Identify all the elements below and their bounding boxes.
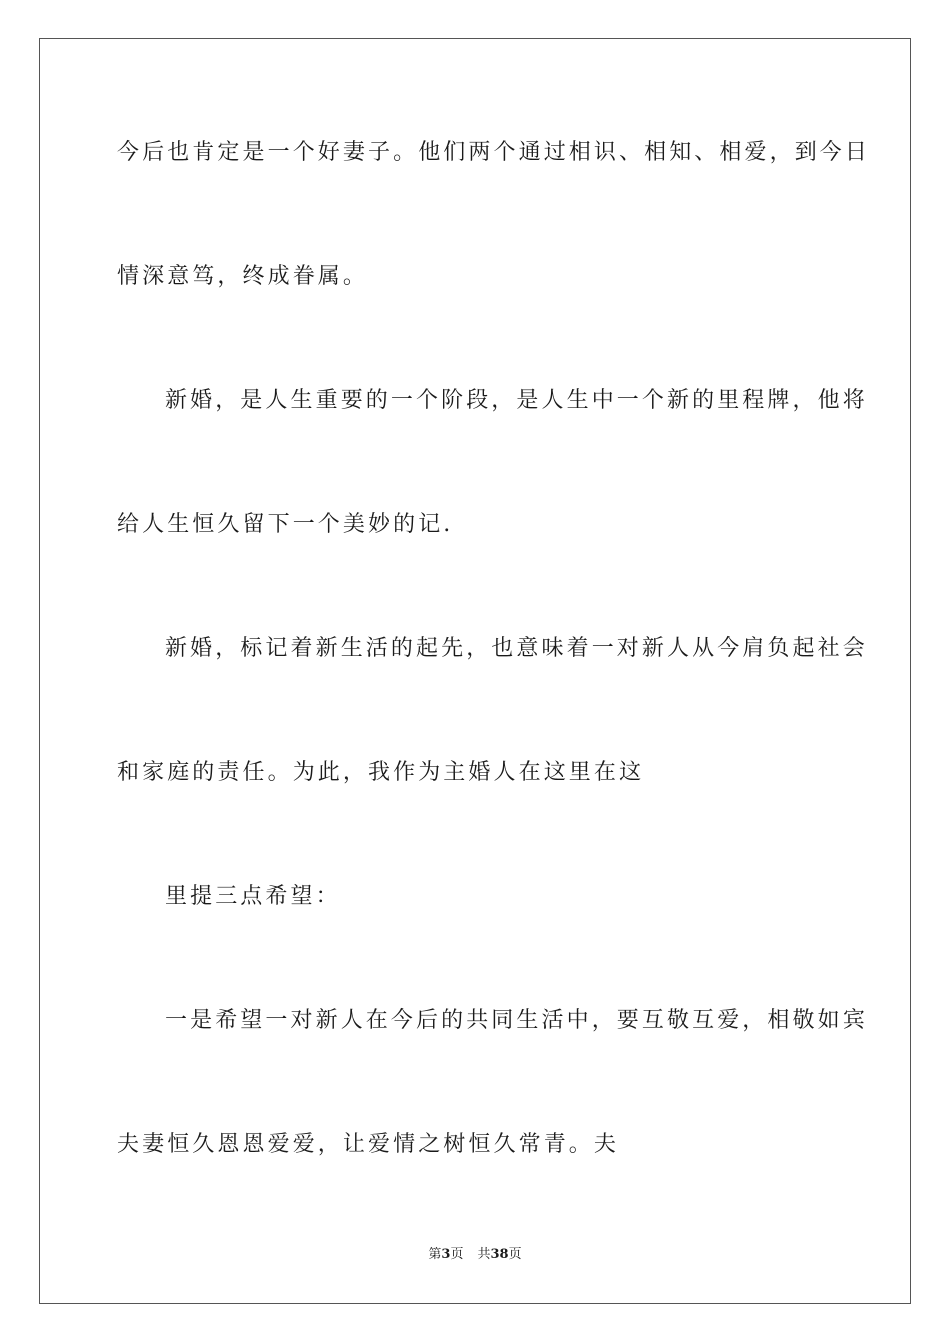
- text-line-8: 一是希望一对新人在今后的共同生活中，要互敬互爱，相敬如宾: [165, 1008, 868, 1033]
- footer-total-prefix: 共: [477, 1247, 491, 1262]
- text-line-7: 里提三点希望：: [165, 884, 341, 909]
- footer-page-number: 3: [441, 1247, 451, 1262]
- text-line-1: 今后也肯定是一个好妻子。他们两个通过相识、相知、相爱，到今日: [117, 140, 871, 165]
- page-border: [39, 38, 911, 1304]
- page-footer: [0, 1246, 950, 1264]
- footer-total-suffix: 页: [508, 1247, 522, 1262]
- footer-total-pages: 38: [490, 1247, 509, 1262]
- text-line-6: 和家庭的责任。为此，我作为主婚人在这里在这: [117, 760, 645, 785]
- text-line-9: 夫妻恒久恩恩爱爱，让爱情之树恒久常青。夫: [117, 1132, 620, 1157]
- footer-page-prefix: 第: [428, 1247, 442, 1262]
- text-line-4: 给人生恒久留下一个美妙的记.: [117, 512, 454, 537]
- text-line-3: 新婚，是人生重要的一个阶段，是人生中一个新的里程牌，他将: [165, 388, 868, 413]
- footer-page-suffix: 页: [450, 1247, 464, 1262]
- text-line-2: 情深意笃，终成眷属。: [117, 264, 369, 289]
- text-line-5: 新婚，标记着新生活的起先，也意味着一对新人从今肩负起社会: [165, 636, 868, 661]
